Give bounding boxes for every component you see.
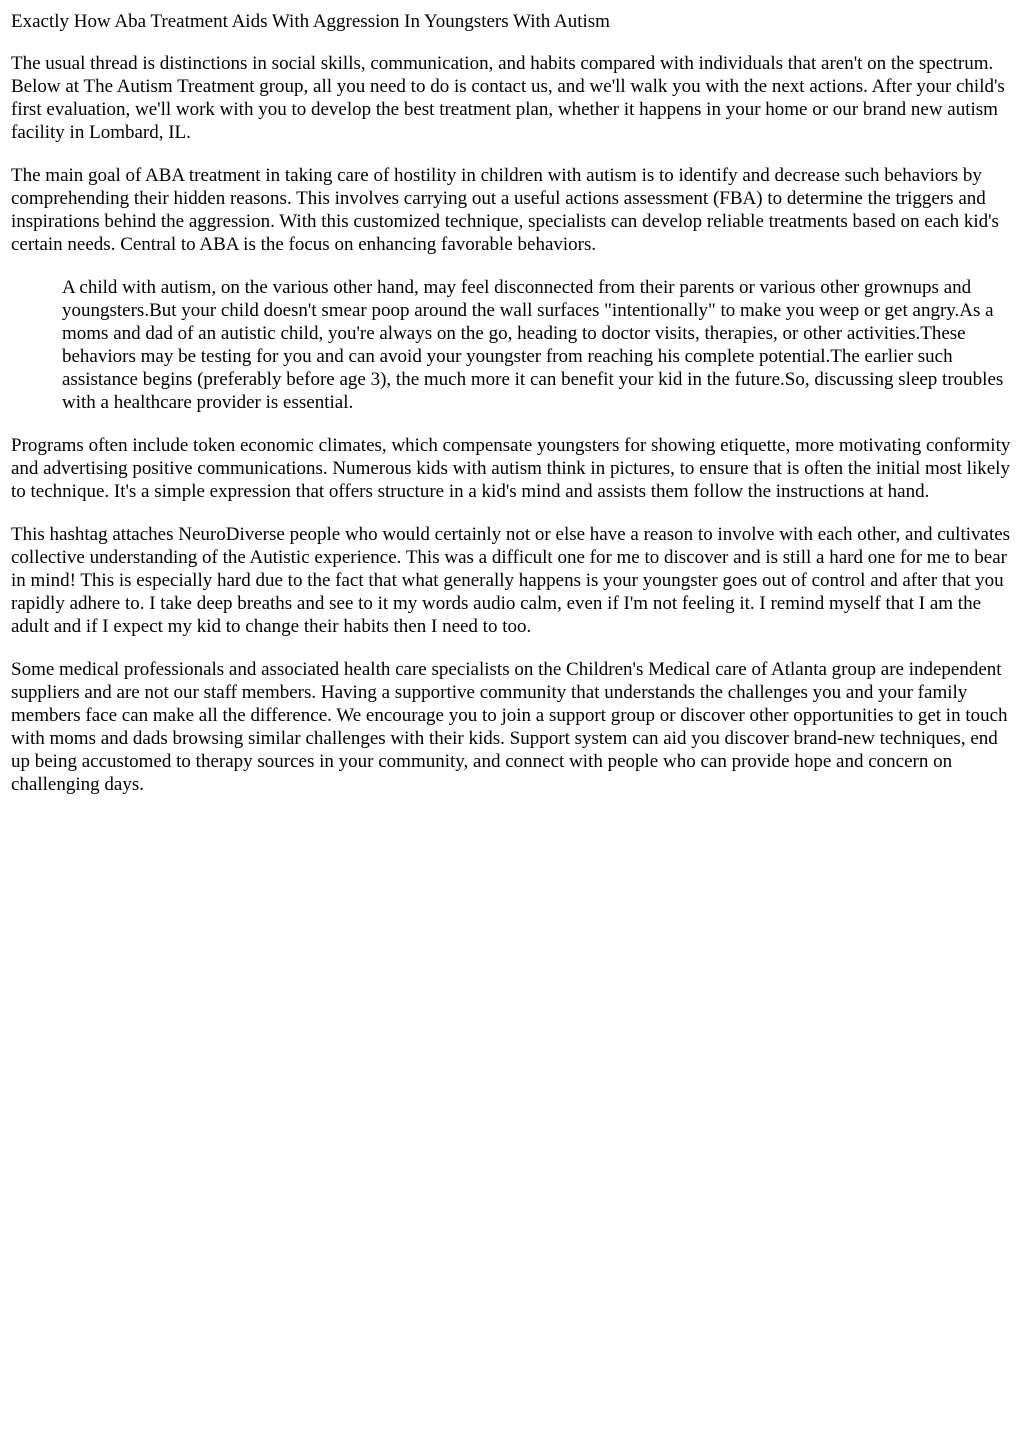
paragraph-support: Some medical professionals and associated health care specialists on the Children's Medical care of Atlanta group are independent suppliers and are not our staff members. Having a supportive community that understands the challenges you and your family members face can make all the difference. We encourage you to join a support group or discover other opportunities to get in touch with moms and dads browsing similar challenges with their kids. Support system can aid you discover brand-new techniques, end up being accustomed to therapy sources in your community, and connect with people who can provide hope and concern on challenging days. — [11, 659, 1008, 795]
page-title: Exactly How Aba Treatment Aids With Aggression In Youngsters With Autism — [11, 11, 610, 32]
paragraph-token-economies: Programs often include token economic climates, which compensate youngsters for showing etiquette, more motivating conformity and advertising positive communications. Numerous kids with autism think in pictures, to ensure that is often the initial most likely to technique. It's a simple expression that offers structure in a kid's mind and assists them follow the instructions at hand. — [11, 435, 1011, 502]
paragraph-aba-goal: The main goal of ABA treatment in taking care of hostility in children with autism is to identify and decrease such behaviors by comprehending their hidden reasons. This involves carrying out a useful actions assessment (FBA) to determine the triggers and inspirations behind the aggression. With this customized technique, specialists can develop reliable treatments based on each kid's certain needs. Central to ABA is the focus on enhancing favorable behaviors. — [11, 165, 999, 255]
paragraph-intro: The usual thread is distinctions in social skills, communication, and habits compared with individuals that aren't on the spectrum. Below at The Autism Treatment group, all you need to do is contact us, and we'll walk you with the next actions. After your child's first evaluation, we'll work with you to develop the best treatment plan, whether it happens in your home or our brand new autism facility in Lombard, IL. — [11, 53, 1005, 143]
paragraph-hashtag: This hashtag attaches NeuroDiverse people who would certainly not or else have a reason to involve with each other, and cultivates collective understanding of the Autistic experience. This was a difficult one for me to discover and is still a hard one for me to bear in mind! This is especially hard due to the fact that what generally happens is your youngster goes out of control and after that you rapidly adhere to. I take deep breaths and see to it my words audio calm, even if I'm not feeling it. I remind myself that I am the adult and if I expect my kid to change their habits then I need to too. — [11, 524, 1011, 637]
block-quote: A child with autism, on the various other hand, may feel disconnected from their parents or various other grownups and youngsters.But your child doesn't smear poop around the wall surfaces "intentionally" to make you weep or get angry.As a moms and dad of an autistic child, you're always on the go, heading to doctor visits, therapies, or other activities.These behaviors may be testing for you and can avoid your youngster from reaching his complete potential.The earlier such assistance begins (preferably before age 3), the much more it can benefit your kid in the future.So, discussing sleep troubles with a healthcare provider is essential. — [62, 277, 1004, 413]
